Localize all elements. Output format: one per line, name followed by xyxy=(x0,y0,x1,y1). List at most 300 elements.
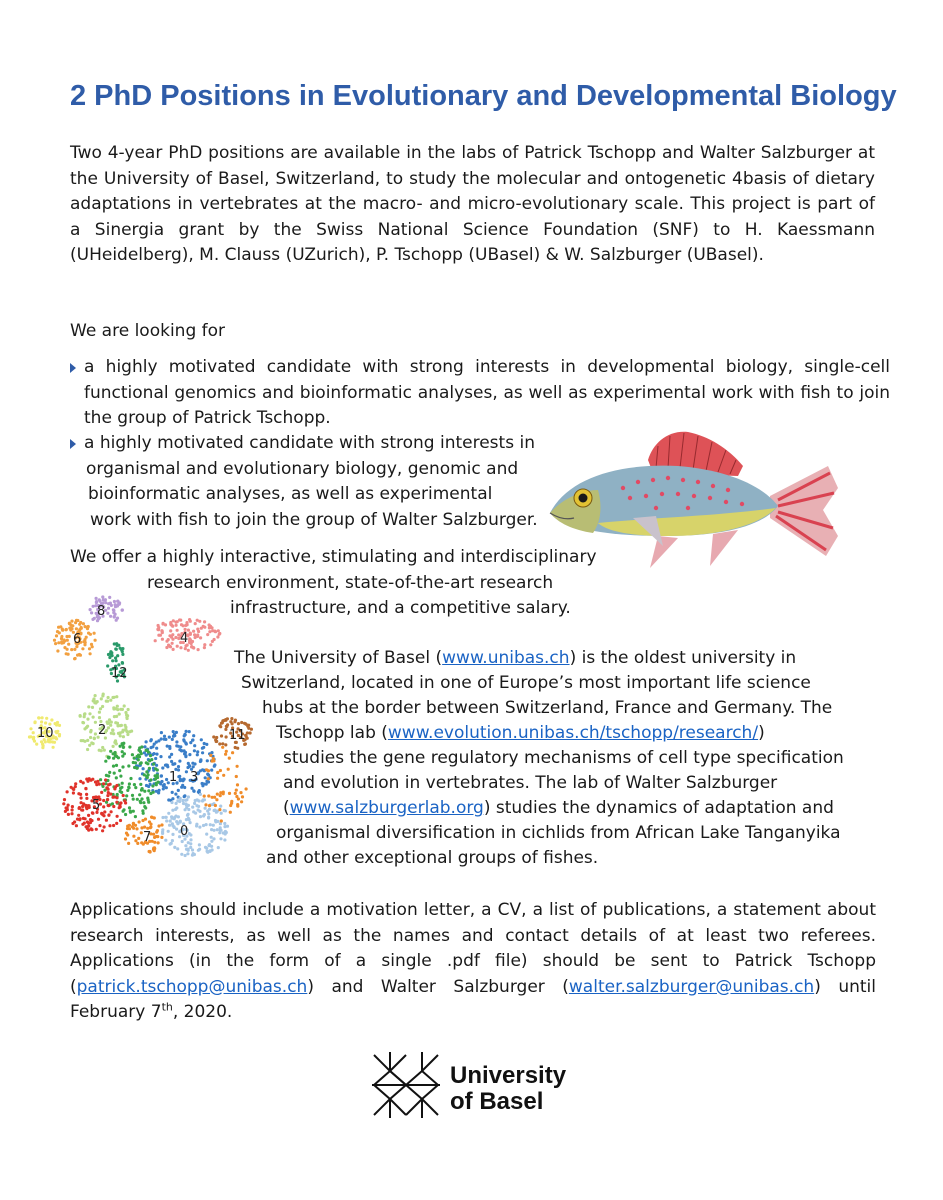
umap-point xyxy=(102,799,105,802)
umap-point xyxy=(245,723,248,726)
umap-point xyxy=(185,770,188,773)
umap-point xyxy=(196,633,199,636)
cluster-label-6: 6 xyxy=(73,632,82,647)
umap-point xyxy=(208,630,211,633)
umap-point xyxy=(87,821,90,824)
umap-point xyxy=(211,796,214,799)
umap-point xyxy=(145,740,148,743)
umap-point xyxy=(119,787,122,790)
umap-point xyxy=(211,760,214,763)
umap-point xyxy=(138,793,141,796)
umap-point xyxy=(112,757,115,760)
umap-point xyxy=(126,717,129,720)
university-logo-text xyxy=(450,1063,566,1115)
umap-point xyxy=(171,638,174,641)
umap-point xyxy=(121,755,124,758)
umap-point xyxy=(170,753,173,756)
umap-point xyxy=(228,757,231,760)
tschopp-email-link[interactable]: patrick.tschopp@unibas.ch xyxy=(76,976,308,997)
umap-point xyxy=(115,776,118,779)
umap-point xyxy=(141,819,144,822)
umap-point xyxy=(203,742,206,745)
umap-point xyxy=(199,758,202,761)
umap-point xyxy=(136,798,139,801)
umap-point xyxy=(75,627,78,630)
umap-point xyxy=(91,706,94,709)
umap-point xyxy=(191,806,194,809)
applications-text: Applications should include a motivation letter, a CV, a list of publications, a statement about research interests, as well as the names and contact details of at least two referees. Applications (in the form of a single .pdf file) should be sent to Patrick Tschopp ( xyxy=(70,900,876,997)
umap-point xyxy=(66,639,69,642)
umap-point xyxy=(236,805,239,808)
university-line: and evolution in vertebrates. The lab of Walter Salzburger xyxy=(283,773,778,793)
umap-point xyxy=(114,785,117,788)
umap-point xyxy=(155,775,158,778)
umap-point xyxy=(45,717,48,720)
umap-point xyxy=(185,818,188,821)
umap-point xyxy=(119,790,122,793)
unibas-link[interactable]: www.unibas.ch xyxy=(442,648,570,668)
umap-point xyxy=(106,612,109,615)
umap-point xyxy=(197,648,200,651)
umap-point xyxy=(127,842,130,845)
umap-point xyxy=(167,830,170,833)
logo-line-1: University xyxy=(450,1062,567,1089)
umap-point xyxy=(115,801,118,804)
umap-point xyxy=(243,743,246,746)
umap-point xyxy=(118,769,121,772)
umap-point xyxy=(116,815,119,818)
fish-illustration xyxy=(538,418,843,583)
umap-point xyxy=(222,792,225,795)
umap-point xyxy=(178,760,181,763)
umap-point xyxy=(94,639,97,642)
umap-point xyxy=(192,765,195,768)
umap-point xyxy=(136,842,139,845)
umap-point xyxy=(187,762,190,765)
umap-point xyxy=(143,745,146,748)
umap-point xyxy=(203,643,206,646)
umap-point xyxy=(212,837,215,840)
umap-point xyxy=(82,721,85,724)
umap-point xyxy=(230,717,233,720)
umap-point xyxy=(212,735,215,738)
umap-point xyxy=(187,841,190,844)
umap-point xyxy=(160,823,163,826)
umap-point xyxy=(63,646,66,649)
umap-point xyxy=(139,800,142,803)
umap-point xyxy=(157,626,160,629)
umap-point xyxy=(41,743,44,746)
umap-point xyxy=(54,722,57,725)
umap-point xyxy=(104,778,107,781)
umap-point xyxy=(142,801,145,804)
umap-point xyxy=(182,738,185,741)
umap-point xyxy=(113,772,116,775)
umap-point xyxy=(157,781,160,784)
umap-point xyxy=(107,607,110,610)
umap-point xyxy=(101,595,104,598)
umap-point xyxy=(216,771,219,774)
umap-point xyxy=(70,620,73,623)
umap-point xyxy=(180,623,183,626)
umap-point xyxy=(92,605,95,608)
umap-point xyxy=(109,783,112,786)
umap-point xyxy=(60,640,63,643)
umap-point xyxy=(235,795,238,798)
umap-point xyxy=(220,722,223,725)
umap-point xyxy=(174,815,177,818)
umap-point xyxy=(65,635,68,638)
umap-point xyxy=(98,711,101,714)
umap-point xyxy=(83,715,86,718)
umap-point xyxy=(71,808,74,811)
umap-point xyxy=(214,819,217,822)
umap-point xyxy=(62,802,65,805)
umap-point xyxy=(93,632,96,635)
umap-point xyxy=(199,815,202,818)
umap-point xyxy=(171,791,174,794)
umap-point xyxy=(75,824,78,827)
umap-point xyxy=(122,742,125,745)
umap-point xyxy=(154,639,157,642)
umap-point xyxy=(235,775,238,778)
umap-point xyxy=(128,782,131,785)
umap-point xyxy=(103,599,106,602)
umap-point xyxy=(176,799,179,802)
umap-point xyxy=(121,662,124,665)
umap-point xyxy=(171,822,174,825)
umap-point xyxy=(90,827,93,830)
umap-point xyxy=(94,694,97,697)
umap-point xyxy=(194,799,197,802)
umap-point xyxy=(111,728,114,731)
umap-point xyxy=(145,749,148,752)
umap-point xyxy=(132,835,135,838)
umap-point xyxy=(115,648,118,651)
umap-point xyxy=(141,787,144,790)
umap-point xyxy=(101,746,104,749)
umap-point xyxy=(70,627,73,630)
umap-point xyxy=(215,740,218,743)
umap-point xyxy=(71,805,74,808)
umap-point xyxy=(247,727,250,730)
umap-point xyxy=(84,804,87,807)
umap-point xyxy=(112,707,115,710)
umap-point xyxy=(165,819,168,822)
umap-point xyxy=(100,697,103,700)
umap-point xyxy=(184,733,187,736)
umap-point xyxy=(162,787,165,790)
umap-point xyxy=(234,792,237,795)
umap-point xyxy=(155,783,158,786)
bullet-salzburger xyxy=(70,431,584,533)
umap-point xyxy=(103,825,106,828)
umap-point xyxy=(219,805,222,808)
umap-point xyxy=(193,802,196,805)
umap-point xyxy=(119,801,122,804)
umap-point xyxy=(160,836,163,839)
umap-point xyxy=(121,782,124,785)
umap-point xyxy=(199,793,202,796)
umap-point xyxy=(92,716,95,719)
umap-point xyxy=(211,640,214,643)
umap-point xyxy=(90,729,93,732)
umap-point xyxy=(127,786,130,789)
bullet-salzburger-line: a highly motivated candidate with strong interests in xyxy=(84,433,535,453)
umap-point xyxy=(58,733,61,736)
umap-point xyxy=(59,625,62,628)
umap-point xyxy=(185,848,188,851)
umap-point xyxy=(113,600,116,603)
umap-point xyxy=(195,823,198,826)
umap-point xyxy=(105,774,108,777)
university-line: studies the gene regulatory mechanisms of cell type specification xyxy=(283,748,844,768)
umap-point xyxy=(198,848,201,851)
salzburgerlab-link[interactable]: www.salzburgerlab.org xyxy=(289,798,484,818)
umap-point xyxy=(157,841,160,844)
umap-point xyxy=(213,763,216,766)
umap-point xyxy=(80,796,83,799)
umap-point xyxy=(86,718,89,721)
university-text: The University of Basel ( xyxy=(234,648,443,668)
umap-point xyxy=(185,730,188,733)
umap-point xyxy=(109,615,112,618)
umap-point xyxy=(95,597,98,600)
page-title: 2 PhD Positions in Evolutionary and Developmental Biology xyxy=(70,80,897,112)
umap-point xyxy=(124,813,127,816)
umap-point xyxy=(83,727,86,730)
umap-point xyxy=(32,736,35,739)
umap-point xyxy=(173,762,176,765)
umap-point xyxy=(145,784,148,787)
umap-point xyxy=(126,833,129,836)
umap-point xyxy=(67,813,70,816)
umap-point xyxy=(203,620,206,623)
umap-point xyxy=(108,824,111,827)
umap-point xyxy=(228,792,231,795)
umap-point xyxy=(128,730,131,733)
umap-point xyxy=(196,619,199,622)
umap-point xyxy=(231,751,234,754)
umap-point xyxy=(112,745,115,748)
umap-point xyxy=(184,647,187,650)
umap-point xyxy=(84,817,87,820)
umap-point xyxy=(98,783,101,786)
umap-point xyxy=(124,724,127,727)
umap-point xyxy=(163,735,166,738)
umap-point xyxy=(90,611,93,614)
umap-point xyxy=(77,792,80,795)
umap-point xyxy=(208,804,211,807)
umap-point xyxy=(103,810,106,813)
umap-point xyxy=(149,783,152,786)
umap-point xyxy=(185,621,188,624)
umap-point xyxy=(152,847,155,850)
umap-point xyxy=(99,778,102,781)
umap-point xyxy=(187,649,190,652)
umap-point xyxy=(107,804,110,807)
umap-point xyxy=(85,807,88,810)
umap-point xyxy=(121,750,124,753)
umap-point xyxy=(94,721,97,724)
umap-point xyxy=(154,767,157,770)
umap-point xyxy=(151,784,154,787)
umap-point xyxy=(246,731,249,734)
umap-point xyxy=(110,604,113,607)
umap-point xyxy=(115,764,118,767)
umap-point xyxy=(86,825,89,828)
umap-point xyxy=(177,768,180,771)
umap-point xyxy=(101,705,104,708)
umap-point-clusters xyxy=(28,595,253,857)
umap-point xyxy=(183,786,186,789)
umap-point xyxy=(98,824,101,827)
university-line: Switzerland, located in one of Europe’s most important life science xyxy=(241,673,811,693)
umap-point xyxy=(54,642,57,645)
umap-point xyxy=(134,786,137,789)
umap-point xyxy=(173,817,176,820)
umap-point xyxy=(229,811,232,814)
umap-point xyxy=(161,638,164,641)
umap-point xyxy=(227,768,230,771)
umap-point xyxy=(117,644,120,647)
umap-point xyxy=(131,753,134,756)
umap-point xyxy=(171,839,174,842)
umap-point xyxy=(121,708,124,711)
cluster-label-4: 4 xyxy=(180,631,189,646)
umap-point xyxy=(194,812,197,815)
umap-point xyxy=(215,811,218,814)
umap-point xyxy=(40,720,43,723)
salzburger-email-link[interactable]: walter.salzburger@unibas.ch xyxy=(568,976,815,997)
umap-point xyxy=(131,794,134,797)
umap-point xyxy=(188,730,191,733)
umap-point xyxy=(218,808,221,811)
umap-point xyxy=(202,824,205,827)
umap-point xyxy=(85,797,88,800)
umap-point xyxy=(61,629,64,632)
umap-point xyxy=(168,736,171,739)
umap-point xyxy=(89,736,92,739)
umap-point xyxy=(184,854,187,857)
umap-point xyxy=(149,778,152,781)
umap-point xyxy=(129,810,132,813)
umap-point xyxy=(80,626,83,629)
umap-point xyxy=(107,814,110,817)
umap-point xyxy=(73,657,76,660)
umap-point xyxy=(165,786,168,789)
umap-point xyxy=(116,724,119,727)
umap-point xyxy=(132,827,135,830)
umap-point xyxy=(152,763,155,766)
umap-point xyxy=(224,728,227,731)
umap-point xyxy=(127,764,130,767)
umap-point xyxy=(132,822,135,825)
umap-point xyxy=(177,745,180,748)
umap-point xyxy=(86,748,89,751)
umap-point xyxy=(111,654,114,657)
umap-point xyxy=(113,696,116,699)
umap-point xyxy=(122,794,125,797)
applications-text: ) until February 7 xyxy=(70,976,876,1022)
umap-point xyxy=(161,828,164,831)
umap-point xyxy=(29,727,32,730)
umap-point xyxy=(158,789,161,792)
cluster-label-10: 10 xyxy=(37,726,54,741)
umap-point xyxy=(121,609,124,612)
umap-point xyxy=(198,843,201,846)
umap-point xyxy=(187,795,190,798)
umap-point xyxy=(115,619,118,622)
umap-point xyxy=(219,725,222,728)
umap-point xyxy=(91,645,94,648)
umap-point xyxy=(70,648,73,651)
umap-point xyxy=(219,769,222,772)
umap-point xyxy=(225,831,228,834)
cluster-label-8: 8 xyxy=(97,604,106,619)
umap-point xyxy=(207,774,210,777)
umap-point xyxy=(109,699,112,702)
umap-point xyxy=(116,705,119,708)
umap-point xyxy=(93,701,96,704)
umap-point xyxy=(161,631,164,634)
umap-point xyxy=(68,622,71,625)
umap-point xyxy=(139,750,142,753)
umap-point xyxy=(206,759,209,762)
umap-point xyxy=(174,636,177,639)
umap-point xyxy=(174,793,177,796)
umap-point xyxy=(219,837,222,840)
umap-point xyxy=(57,641,60,644)
umap-point xyxy=(137,758,140,761)
umap-point xyxy=(41,746,44,749)
umap-point xyxy=(122,729,125,732)
applications-text: ) and Walter Salzburger ( xyxy=(307,976,569,997)
umap-point xyxy=(106,700,109,703)
umap-point xyxy=(91,618,94,621)
umap-point xyxy=(226,825,229,828)
tschopp-lab-link[interactable]: www.evolution.unibas.ch/tschopp/research/ xyxy=(387,723,759,743)
umap-point xyxy=(107,788,110,791)
umap-point xyxy=(175,802,178,805)
umap-point xyxy=(89,652,92,655)
umap-point xyxy=(171,633,174,636)
umap-point xyxy=(160,731,163,734)
umap-point xyxy=(189,620,192,623)
umap-point xyxy=(181,840,184,843)
university-text: ) is the oldest university in xyxy=(569,648,797,668)
umap-point xyxy=(155,747,158,750)
umap-point xyxy=(240,721,243,724)
umap-point xyxy=(202,798,205,801)
umap-point xyxy=(194,622,197,625)
umap-point xyxy=(107,726,110,729)
umap-point xyxy=(183,794,186,797)
umap-point xyxy=(37,716,40,719)
umap-point xyxy=(58,724,61,727)
umap-point xyxy=(116,600,119,603)
university-line xyxy=(234,646,875,672)
umap-point xyxy=(77,814,80,817)
date-superscript: th xyxy=(161,1000,173,1014)
umap-point xyxy=(164,839,167,842)
umap-point xyxy=(100,812,103,815)
umap-point xyxy=(91,778,94,781)
umap-point xyxy=(93,737,96,740)
umap-point xyxy=(207,769,210,772)
umap-point xyxy=(88,647,91,650)
umap-point xyxy=(81,805,84,808)
